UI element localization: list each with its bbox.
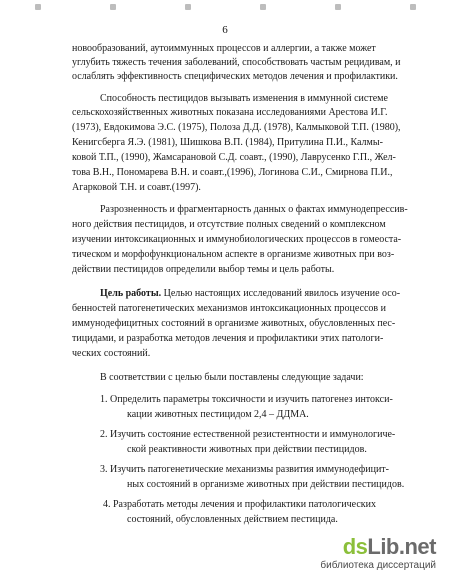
text-line: Разрозненность и фрагментарность данных о фактах иммунодепрессив- <box>100 204 408 215</box>
scan-top-edge <box>0 0 450 14</box>
dslib-tagline: библиотека диссертаций <box>320 560 436 571</box>
dslib-logo: dsLib.net <box>342 534 436 559</box>
text-line: иммунодефицитных состояний в организме животных, обусловленных пес- <box>72 318 396 329</box>
text-line: В соответствии с целью были поставлены следующие задачи: <box>100 372 364 383</box>
text-line: (1973), Евдокимова Э.С. (1975), Полоза Д.Д. (1978), Калмыковой Т.П. (1980), <box>72 122 401 133</box>
task-item-cont: состояний, обусловленных действием пестицида. <box>127 514 338 525</box>
task-item-cont: кации животных пестицидом 2,4 – ДДМА. <box>127 409 309 420</box>
goal-text: Целью настоящих исследований явилось изучение осо- <box>161 288 401 299</box>
page-number: 6 <box>222 24 228 36</box>
text-line: тицидами, и разработка методов лечения и профилактики этих патологи- <box>72 333 384 344</box>
text-line: ного действия пестицидов, и отсутствие полных сведений о комплексном <box>72 219 386 230</box>
scan-mark <box>35 4 41 10</box>
text-line: сельскохозяйственных животных показана исследованиями Арестова И.Г. <box>72 107 388 118</box>
text-line: ческих состояний. <box>72 348 151 359</box>
goal-line <box>100 287 400 301</box>
scan-mark <box>110 4 116 10</box>
text-line: бенностей патогенетических механизмов интоксикационных процессов и <box>72 303 386 314</box>
text-line: углубить тяжесть течения заболеваний, способствовать частым рецидивам, и <box>72 57 401 68</box>
scan-mark <box>410 4 416 10</box>
text-line: новообразований, аутоиммунных процессов и аллергии, а также может <box>72 43 376 54</box>
scan-mark <box>335 4 341 10</box>
task-item: 2. Изучить состояние естественной резистентности и иммунологиче- <box>100 429 396 440</box>
text-line: Способность пестицидов вызывать изменения в иммунной системе <box>100 93 388 104</box>
goal-label: Цель работы. <box>100 288 162 299</box>
text-line: ослаблять эффективность специфических методов лечения и профилактики. <box>72 71 398 82</box>
task-item: 3. Изучить патогенетические механизмы развития иммунодефицит- <box>100 464 390 475</box>
task-item-cont: ных состояний в организме животных при действии пестицидов. <box>127 479 405 490</box>
text-line: действии пестицидов определили выбор темы и цель работы. <box>72 264 335 275</box>
task-item: 1. Определить параметры токсичности и изучить патогенез интокси- <box>100 394 393 405</box>
text-line: това В.Н., Пономарева В.Н. и соавт.,(1996), Логинова С.И., Смирнова П.И., <box>72 167 393 178</box>
task-item: 4. Разработать методы лечения и профилактики патологических <box>103 499 376 510</box>
text-line: изучении интоксикационных и иммунобиологических процессов в гомеоста- <box>72 234 402 245</box>
text-line: ковой Т.П., (1990), Жамсарановой С.Д. соавт., (1990), Лаврусенко Г.П., Жел- <box>72 152 396 163</box>
scan-mark <box>260 4 266 10</box>
text-line: Агарковой Т.Н. и соавт.(1997). <box>72 182 201 193</box>
task-item-cont: ской реактивности животных при действии пестицидов. <box>127 444 367 455</box>
dslib-watermark <box>286 534 436 574</box>
text-line: тическом и морфофункциональном аспекте в организме животных при воз- <box>72 249 395 260</box>
scan-mark <box>185 4 191 10</box>
text-line: Кенигсберга Я.Э. (1981), Шишкова В.П. (1984), Притулина П.И., Калмы- <box>72 137 383 148</box>
